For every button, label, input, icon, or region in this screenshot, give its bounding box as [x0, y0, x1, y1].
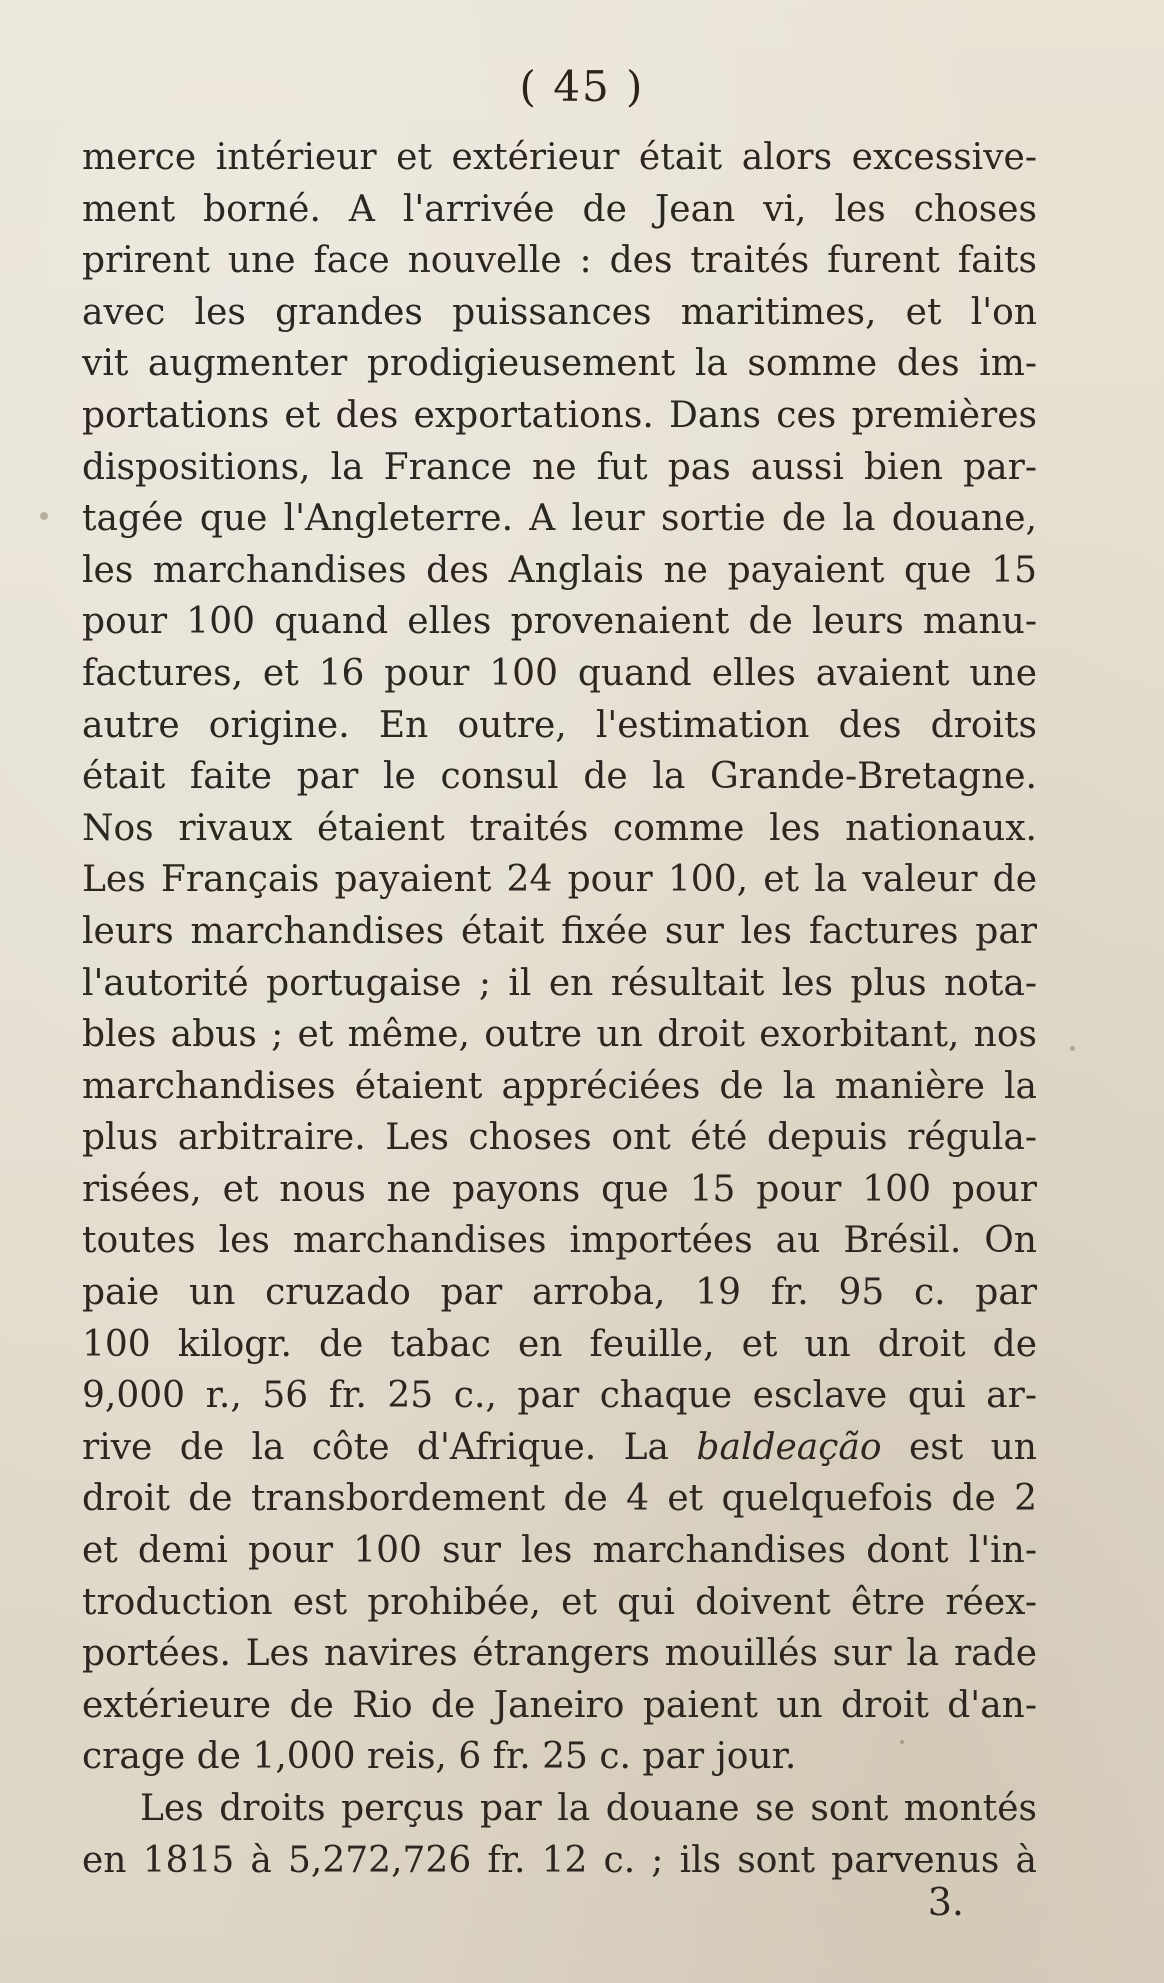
text-line: paie un cruzado par arroba, 19 fr. 95 c. par	[82, 1272, 1037, 1314]
paper-fleck	[1070, 1046, 1075, 1051]
text-line: Nos rivaux étaient traités comme les nationaux.	[82, 807, 1037, 849]
paper-fleck	[900, 1740, 904, 1744]
text-line: portations et des exportations. Dans ces premières	[82, 394, 1037, 436]
text-line: marchandises étaient appréciées de la manière la	[82, 1065, 1037, 1107]
text-line: et demi pour 100 sur les marchandises dont l'in-	[82, 1530, 1037, 1572]
text-line: droit de transbordement de 4 et quelquefois de 2	[82, 1478, 1037, 1520]
text-line: vit augmenter prodigieusement la somme des im-	[82, 343, 1037, 385]
text-line: Les droits perçus par la douane se sont montés	[140, 1788, 1037, 1829]
text-line: l'autorité portugaise ; il en résultait les plus nota-	[82, 962, 1037, 1004]
text-line-with-italic	[82, 1422, 1037, 1474]
text-line: portées. Les navires étrangers mouillés sur la rade	[82, 1633, 1037, 1675]
text-line: était faite par le consul de la Grande-Bretagne.	[82, 756, 1037, 798]
text-line: autre origine. En outre, l'estimation des droits	[82, 704, 1037, 746]
text-line: prirent une face nouvelle : des traités furent faits	[82, 240, 1037, 282]
text-line: tagée que l'Angleterre. A leur sortie de la douane,	[82, 498, 1037, 540]
text-segment: rive de la côte d'Afrique. La	[82, 1426, 697, 1468]
text-line: merce intérieur et extérieur était alors excessive-	[82, 137, 1037, 178]
page-number: ( 45 )	[519, 62, 645, 111]
text-line: factures, et 16 pour 100 quand elles avaient une	[82, 652, 1037, 694]
paper-fleck	[40, 512, 48, 520]
text-line: leurs marchandises était fixée sur les factures par	[82, 910, 1037, 952]
signature-mark: 3.	[927, 1880, 964, 1924]
text-line: dispositions, la France ne fut pas aussi bien par-	[82, 446, 1037, 488]
text-line: crage de 1,000 reis, 6 fr. 25 c. par jour.	[82, 1736, 797, 1778]
italic-term: baldeação	[696, 1426, 882, 1468]
text-line: 100 kilogr. de tabac en feuille, et un droit de	[82, 1323, 1037, 1365]
text-segment: est un	[881, 1426, 1037, 1468]
text-line: bles abus ; et même, outre un droit exorbitant, nos	[82, 1014, 1037, 1056]
text-line: pour 100 quand elles provenaient de leurs manu-	[82, 601, 1037, 643]
text-line: ment borné. A l'arrivée de Jean vi, les choses	[82, 188, 1037, 230]
text-line: en 1815 à 5,272,726 fr. 12 c. ; ils sont parvenus à	[82, 1839, 1037, 1881]
text-line: les marchandises des Anglais ne payaient que 15	[82, 549, 1037, 591]
text-line: extérieure de Rio de Janeiro paient un droit d'an-	[82, 1684, 1037, 1726]
text-line: risées, et nous ne payons que 15 pour 100 pour	[82, 1168, 1037, 1210]
text-line: plus arbitraire. Les choses ont été depuis régula-	[82, 1117, 1037, 1159]
text-line: avec les grandes puissances maritimes, et l'on	[82, 291, 1037, 333]
text-line: 9,000 r., 56 fr. 25 c., par chaque esclave qui ar-	[82, 1375, 1037, 1417]
text-line: troduction est prohibée, et qui doivent être réex-	[82, 1581, 1037, 1623]
body-text	[82, 132, 1037, 1886]
text-line: Les Français payaient 24 pour 100, et la valeur de	[82, 859, 1037, 901]
text-line: toutes les marchandises importées au Brésil. On	[82, 1220, 1037, 1262]
